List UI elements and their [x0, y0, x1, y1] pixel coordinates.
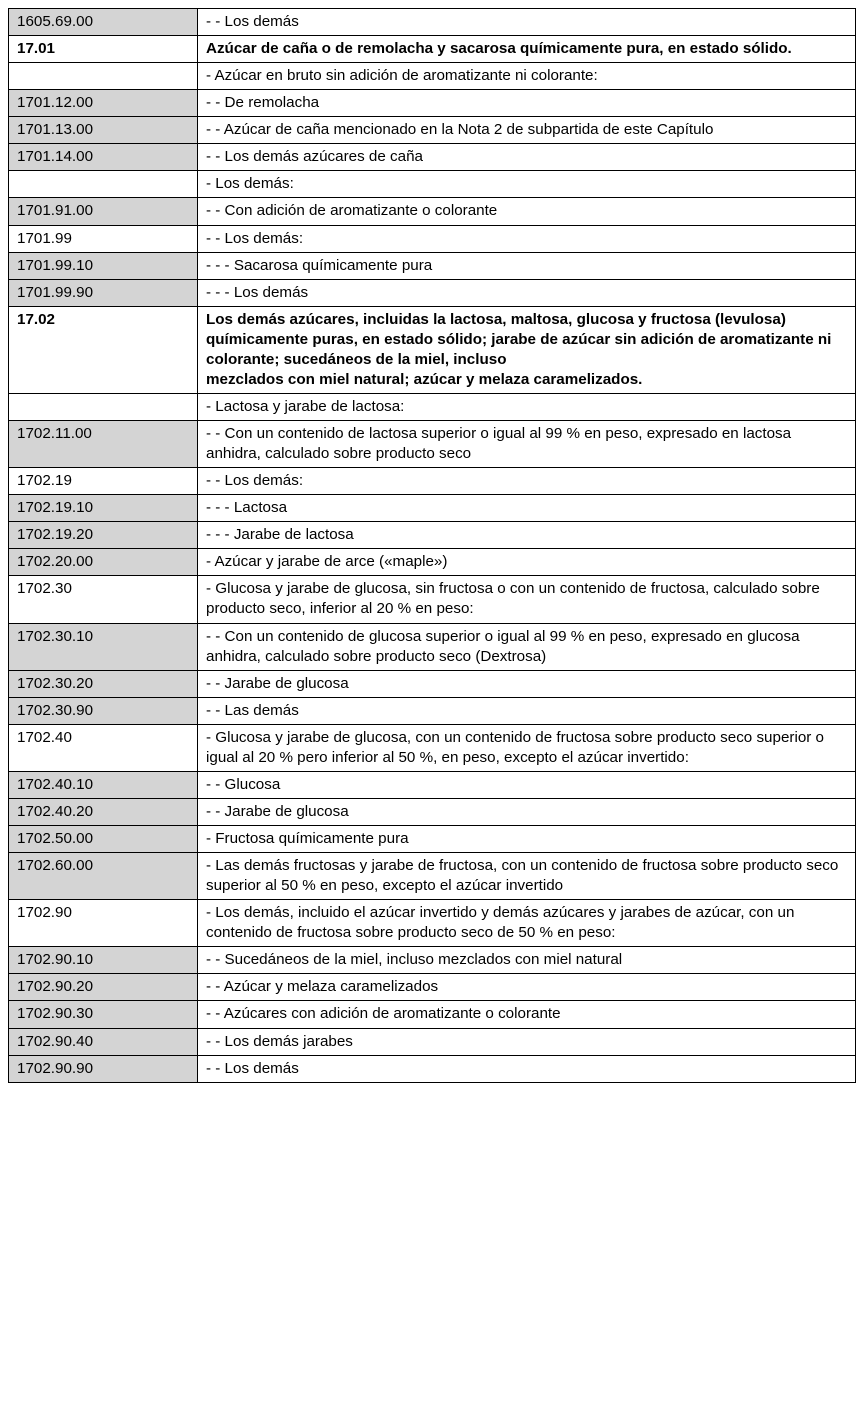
tariff-description-cell: - Los demás, incluido el azúcar invertido y demás azúcares y jarabes de azúcar, con un contenido de fructosa sobre producto seco de 50 % en peso: — [198, 900, 856, 947]
tariff-description-cell: - - Con adición de aromatizante o colorante — [198, 198, 856, 225]
table-row — [9, 198, 856, 225]
table-row — [9, 90, 856, 117]
tariff-code-cell: 1702.60.00 — [9, 853, 198, 900]
tariff-description-cell: - - Jarabe de glucosa — [198, 798, 856, 825]
tariff-description-line: Los demás azúcares, incluidas la lactosa, maltosa, glucosa y fructosa (levulosa) químicamente puras, en estado sólido; jarabe de azúcar sin adición de aromatizante ni colorante; sucedáneos de la miel, incluso — [206, 310, 832, 368]
tariff-code-cell: 1702.19.20 — [9, 522, 198, 549]
tariff-description-cell: - - Los demás: — [198, 468, 856, 495]
tariff-table-body — [9, 9, 856, 1083]
tariff-code-cell: 1701.14.00 — [9, 144, 198, 171]
tariff-description-cell: - - - Jarabe de lactosa — [198, 522, 856, 549]
tariff-description-cell: - - Azúcar y melaza caramelizados — [198, 974, 856, 1001]
tariff-code-cell — [9, 171, 198, 198]
tariff-description-cell: - - Con un contenido de lactosa superior o igual al 99 % en peso, expresado en lactosa anhidra, calculado sobre producto seco — [198, 421, 856, 468]
tariff-description-line: mezclados con miel natural; azúcar y melaza caramelizados. — [206, 370, 643, 388]
tariff-code-cell: 1702.30.20 — [9, 670, 198, 697]
table-row — [9, 63, 856, 90]
tariff-description-cell: - Fructosa químicamente pura — [198, 826, 856, 853]
tariff-code-cell: 17.02 — [9, 306, 198, 393]
table-row — [9, 771, 856, 798]
tariff-code-cell: 1702.90.20 — [9, 974, 198, 1001]
tariff-description-cell: - - Las demás — [198, 697, 856, 724]
tariff-description-cell: - - Los demás — [198, 9, 856, 36]
table-row — [9, 468, 856, 495]
tariff-description-cell: Azúcar de caña o de remolacha y sacarosa químicamente pura, en estado sólido. — [198, 36, 856, 63]
table-row — [9, 421, 856, 468]
tariff-description-cell: - - - Los demás — [198, 279, 856, 306]
tariff-code-cell: 1701.99.10 — [9, 252, 198, 279]
table-row — [9, 171, 856, 198]
table-row — [9, 522, 856, 549]
table-row — [9, 1028, 856, 1055]
tariff-description-cell: - - Los demás jarabes — [198, 1028, 856, 1055]
table-row — [9, 798, 856, 825]
tariff-description-cell: - - Azúcares con adición de aromatizante o colorante — [198, 1001, 856, 1028]
table-row — [9, 623, 856, 670]
tariff-description-cell: - Azúcar en bruto sin adición de aromatizante ni colorante: — [198, 63, 856, 90]
tariff-code-cell: 17.01 — [9, 36, 198, 63]
table-row — [9, 947, 856, 974]
tariff-description-cell: - - - Sacarosa químicamente pura — [198, 252, 856, 279]
tariff-description-cell: - - Con un contenido de glucosa superior o igual al 99 % en peso, expresado en glucosa anhidra, calculado sobre producto seco (Dextrosa) — [198, 623, 856, 670]
table-row — [9, 9, 856, 36]
table-row — [9, 495, 856, 522]
tariff-description-cell: - - De remolacha — [198, 90, 856, 117]
tariff-code-cell: 1702.90.30 — [9, 1001, 198, 1028]
tariff-code-cell: 1605.69.00 — [9, 9, 198, 36]
tariff-code-cell: 1702.90.90 — [9, 1055, 198, 1082]
table-row — [9, 1055, 856, 1082]
table-row — [9, 279, 856, 306]
tariff-description-cell: - - Azúcar de caña mencionado en la Nota 2 de subpartida de este Capítulo — [198, 117, 856, 144]
tariff-description-cell: - Azúcar y jarabe de arce («maple») — [198, 549, 856, 576]
tariff-description-cell: - - Sucedáneos de la miel, incluso mezclados con miel natural — [198, 947, 856, 974]
table-row — [9, 306, 856, 393]
tariff-code-cell: 1701.12.00 — [9, 90, 198, 117]
tariff-code-cell: 1702.19 — [9, 468, 198, 495]
table-row — [9, 549, 856, 576]
tariff-description-cell: - Glucosa y jarabe de glucosa, con un contenido de fructosa sobre producto seco superior o igual al 20 % pero inferior al 50 %, en peso, excepto el azúcar invertido: — [198, 724, 856, 771]
tariff-code-cell: 1702.50.00 — [9, 826, 198, 853]
table-row — [9, 576, 856, 623]
tariff-description-cell: - - Los demás azúcares de caña — [198, 144, 856, 171]
tariff-description-cell: - Glucosa y jarabe de glucosa, sin fructosa o con un contenido de fructosa, calculado sobre producto seco, inferior al 20 % en peso: — [198, 576, 856, 623]
tariff-schedule-table — [8, 8, 856, 1083]
tariff-code-cell — [9, 393, 198, 420]
tariff-description-cell: - - Jarabe de glucosa — [198, 670, 856, 697]
tariff-description-cell: - - - Lactosa — [198, 495, 856, 522]
tariff-code-cell: 1702.30.10 — [9, 623, 198, 670]
table-row — [9, 853, 856, 900]
tariff-code-cell: 1702.90.10 — [9, 947, 198, 974]
tariff-code-cell: 1701.91.00 — [9, 198, 198, 225]
tariff-description-cell: - Lactosa y jarabe de lactosa: — [198, 393, 856, 420]
table-row — [9, 670, 856, 697]
table-row — [9, 900, 856, 947]
table-row — [9, 393, 856, 420]
table-row — [9, 826, 856, 853]
tariff-code-cell: 1701.99.90 — [9, 279, 198, 306]
table-row — [9, 36, 856, 63]
tariff-description-cell: - - Los demás — [198, 1055, 856, 1082]
tariff-code-cell: 1702.11.00 — [9, 421, 198, 468]
tariff-code-cell: 1702.40 — [9, 724, 198, 771]
tariff-code-cell — [9, 63, 198, 90]
table-row — [9, 252, 856, 279]
tariff-code-cell: 1702.30.90 — [9, 697, 198, 724]
table-row — [9, 144, 856, 171]
tariff-description-cell: - Los demás: — [198, 171, 856, 198]
tariff-code-cell: 1702.30 — [9, 576, 198, 623]
tariff-code-cell: 1702.90 — [9, 900, 198, 947]
tariff-code-cell: 1702.90.40 — [9, 1028, 198, 1055]
tariff-description-cell: - - Los demás: — [198, 225, 856, 252]
tariff-code-cell: 1701.13.00 — [9, 117, 198, 144]
table-row — [9, 974, 856, 1001]
tariff-description-cell: - Las demás fructosas y jarabe de fructosa, con un contenido de fructosa sobre producto seco superior al 50 % en peso, excepto el azúcar invertido — [198, 853, 856, 900]
tariff-code-cell: 1702.40.10 — [9, 771, 198, 798]
tariff-description-cell — [198, 306, 856, 393]
tariff-code-cell: 1702.40.20 — [9, 798, 198, 825]
tariff-code-cell: 1701.99 — [9, 225, 198, 252]
table-row — [9, 117, 856, 144]
table-row — [9, 1001, 856, 1028]
table-row — [9, 697, 856, 724]
table-row — [9, 724, 856, 771]
tariff-code-cell: 1702.19.10 — [9, 495, 198, 522]
table-row — [9, 225, 856, 252]
tariff-code-cell: 1702.20.00 — [9, 549, 198, 576]
tariff-description-cell: - - Glucosa — [198, 771, 856, 798]
